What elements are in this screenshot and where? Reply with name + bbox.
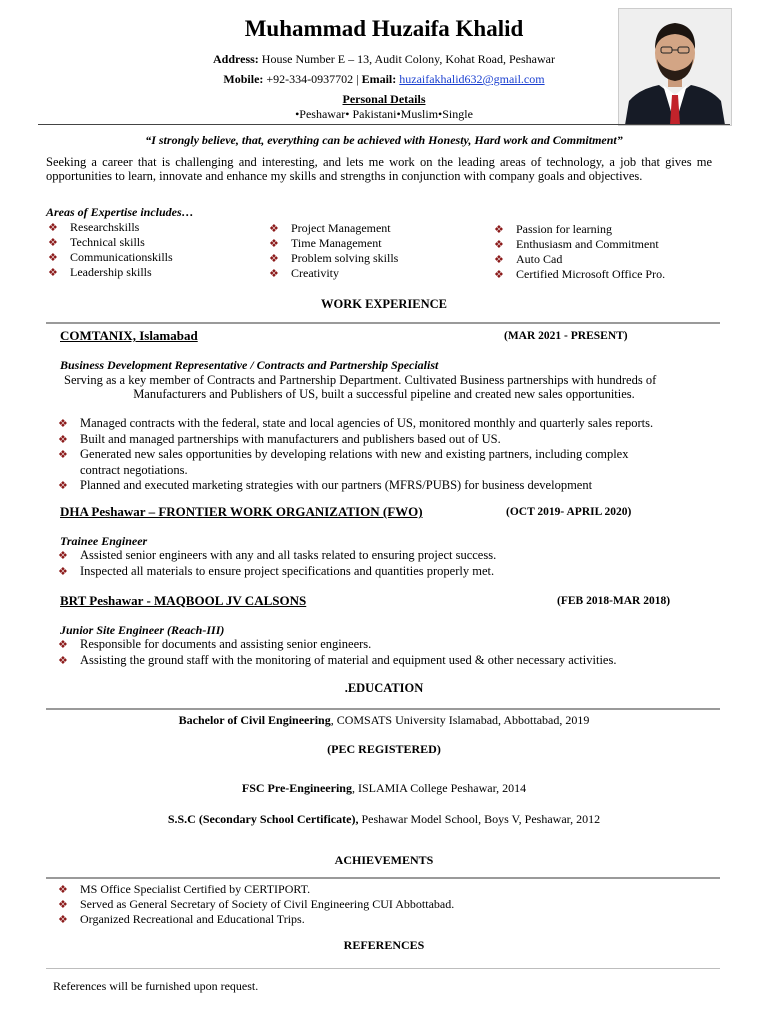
- personal-details-heading: Personal Details: [342, 92, 426, 106]
- quote: “I strongly believe, that, everything can be achieved with Honesty, Hard work and Commitment”: [145, 133, 623, 147]
- email-link[interactable]: huzaifakhalid632@gmail.com: [399, 72, 545, 86]
- job-bullets: [58, 548, 496, 579]
- list-item: ❖ Communicationskills: [48, 250, 173, 264]
- diamond-bullet-icon: ❖: [58, 899, 68, 911]
- achievements-divider: [46, 877, 720, 879]
- list-item: ❖ Time Management: [269, 236, 382, 250]
- list-item: ❖ Assisting the ground staff with the monitoring of material and equipment used & other necessary activities.: [58, 652, 617, 667]
- list-item: ❖ Leadership skills: [48, 265, 152, 279]
- diamond-bullet-icon: ❖: [58, 433, 68, 446]
- achievements-heading: ACHIEVEMENTS: [334, 853, 434, 867]
- work-divider: [46, 322, 720, 324]
- list-item: ❖ Inspected all materials to ensure project specifications and quantities properly met.: [58, 563, 495, 578]
- job-summary-line-1: Serving as a key member of Contracts and Partnership Department. Cultivated Business partnerships with hundreds of: [64, 373, 657, 387]
- job-dates: (OCT 2019- APRIL 2020): [506, 506, 632, 518]
- diamond-bullet-icon: ❖: [269, 253, 279, 265]
- education-heading: .EDUCATION: [344, 681, 424, 695]
- education-divider: [46, 708, 720, 710]
- job-org-fwo: DHA Peshawar – FRONTIER WORK ORGANIZATION (FWO): [60, 504, 423, 519]
- list-item: ❖ Creativity: [269, 266, 339, 280]
- list-item: ❖ Project Management: [269, 221, 391, 235]
- job-dates: (FEB 2018-MAR 2018): [557, 595, 671, 607]
- profile-photo: [618, 8, 732, 126]
- career-objective: Seeking a career that is challenging and interesting, and lets me work on the leading areas of technology, a job that gives me opportunities to learn, innovate and enhance my skills and strengths in conjunction with company goals and objectives.: [46, 155, 712, 183]
- list-item: ❖ Auto Cad: [494, 252, 563, 266]
- address-label: Address:: [213, 52, 259, 66]
- list-item: ❖ Generated new sales opportunities by developing relations with new and existing partners, including complex: [58, 447, 629, 461]
- diamond-bullet-icon: ❖: [58, 565, 68, 578]
- references-text: References will be furnished upon request.: [53, 979, 259, 993]
- list-item: ❖ MS Office Specialist Certified by CERTIPORT.: [58, 882, 311, 896]
- list-item-continuation: contract negotiations.: [80, 462, 188, 477]
- references-heading: REFERENCES: [343, 938, 425, 952]
- diamond-bullet-icon: ❖: [58, 914, 68, 926]
- list-item: ❖ Planned and executed marketing strategies with our partners (MFRS/PUBS) for business development: [58, 478, 593, 492]
- mobile-label: Mobile:: [223, 72, 264, 86]
- job-role: Trainee Engineer: [60, 534, 148, 548]
- diamond-bullet-icon: ❖: [58, 884, 68, 896]
- list-item: ❖ Researchskills: [48, 220, 140, 234]
- diamond-bullet-icon: ❖: [494, 254, 504, 266]
- education-item: Bachelor of Civil Engineering, COMSATS University Islamabad, Abbottabad, 2019: [178, 713, 590, 727]
- expertise-column-1: [48, 220, 173, 280]
- resume-name: Muhammad Huzaifa Khalid: [244, 16, 524, 41]
- diamond-bullet-icon: ❖: [58, 480, 68, 492]
- mobile-value: +92-334-0937702 |: [266, 72, 359, 86]
- diamond-bullet-icon: ❖: [58, 418, 68, 430]
- header-divider: [38, 124, 730, 125]
- diamond-bullet-icon: ❖: [269, 223, 279, 235]
- job-role: Business Development Representative / Contracts and Partnership Specialist: [60, 358, 439, 372]
- list-item: ❖ Problem solving skills: [269, 251, 399, 265]
- diamond-bullet-icon: ❖: [48, 252, 58, 264]
- education-item: FSC Pre-Engineering, ISLAMIA College Peshawar, 2014: [241, 781, 527, 795]
- personal-details-line: •Peshawar• Pakistani•Muslim•Single: [295, 107, 473, 121]
- job-org-comtanix: COMTANIX, Islamabad: [60, 328, 198, 343]
- list-item: ❖ Built and managed partnerships with manufacturers and publishers based out of US.: [58, 431, 501, 446]
- list-item: ❖ Managed contracts with the federal, state and local agencies of US, monitored monthly and quarterly sales reports.: [58, 416, 654, 430]
- diamond-bullet-icon: ❖: [48, 222, 58, 234]
- references-divider: [46, 968, 720, 969]
- diamond-bullet-icon: ❖: [58, 654, 68, 667]
- expertise-column-3: [494, 222, 665, 282]
- diamond-bullet-icon: ❖: [269, 238, 279, 250]
- person-photo-icon: [619, 9, 731, 125]
- list-item: ❖ Passion for learning: [494, 222, 612, 236]
- list-item: ❖ Assisted senior engineers with any and all tasks related to ensuring project success.: [58, 548, 497, 562]
- job-org-brt: BRT Peshawar - MAQBOOL JV CALSONS: [60, 593, 307, 608]
- diamond-bullet-icon: ❖: [48, 237, 58, 249]
- education-item: (PEC REGISTERED): [327, 742, 441, 756]
- list-item: ❖ Responsible for documents and assisting senior engineers.: [58, 637, 372, 651]
- job-dates: (MAR 2021 - PRESENT): [504, 330, 628, 342]
- job-bullets: [58, 416, 653, 494]
- email-label: Email:: [361, 72, 397, 86]
- address-value: House Number E – 13, Audit Colony, Kohat Road, Peshawar: [261, 52, 555, 66]
- achievements-list: [58, 882, 454, 927]
- expertise-column-2: [269, 221, 398, 281]
- list-item: ❖ Organized Recreational and Educational Trips.: [58, 912, 305, 926]
- list-item: ❖ Enthusiasm and Commitment: [494, 237, 659, 251]
- expertise-heading: Areas of Expertise includes…: [46, 205, 194, 219]
- job-summary-line-2: Manufacturers and Publishers of US, built a successful pipeline and created new sales opportunities.: [133, 387, 635, 401]
- list-item: ❖ Certified Microsoft Office Pro.: [494, 267, 666, 281]
- list-item: ❖ Served as General Secretary of Society of Civil Engineering CUI Abbottabad.: [58, 897, 455, 911]
- diamond-bullet-icon: ❖: [494, 269, 504, 281]
- job-bullets: [58, 637, 616, 668]
- diamond-bullet-icon: ❖: [58, 550, 68, 562]
- work-experience-heading: WORK EXPERIENCE: [320, 297, 448, 311]
- diamond-bullet-icon: ❖: [269, 268, 279, 280]
- diamond-bullet-icon: ❖: [58, 449, 68, 461]
- job-role: Junior Site Engineer (Reach-III): [60, 623, 225, 637]
- diamond-bullet-icon: ❖: [48, 267, 58, 279]
- diamond-bullet-icon: ❖: [494, 224, 504, 236]
- diamond-bullet-icon: ❖: [494, 239, 504, 251]
- education-item: S.S.C (Secondary School Certificate), Peshawar Model School, Boys V, Peshawar, 2012: [167, 812, 601, 826]
- diamond-bullet-icon: ❖: [58, 639, 68, 651]
- list-item: ❖ Technical skills: [48, 235, 145, 249]
